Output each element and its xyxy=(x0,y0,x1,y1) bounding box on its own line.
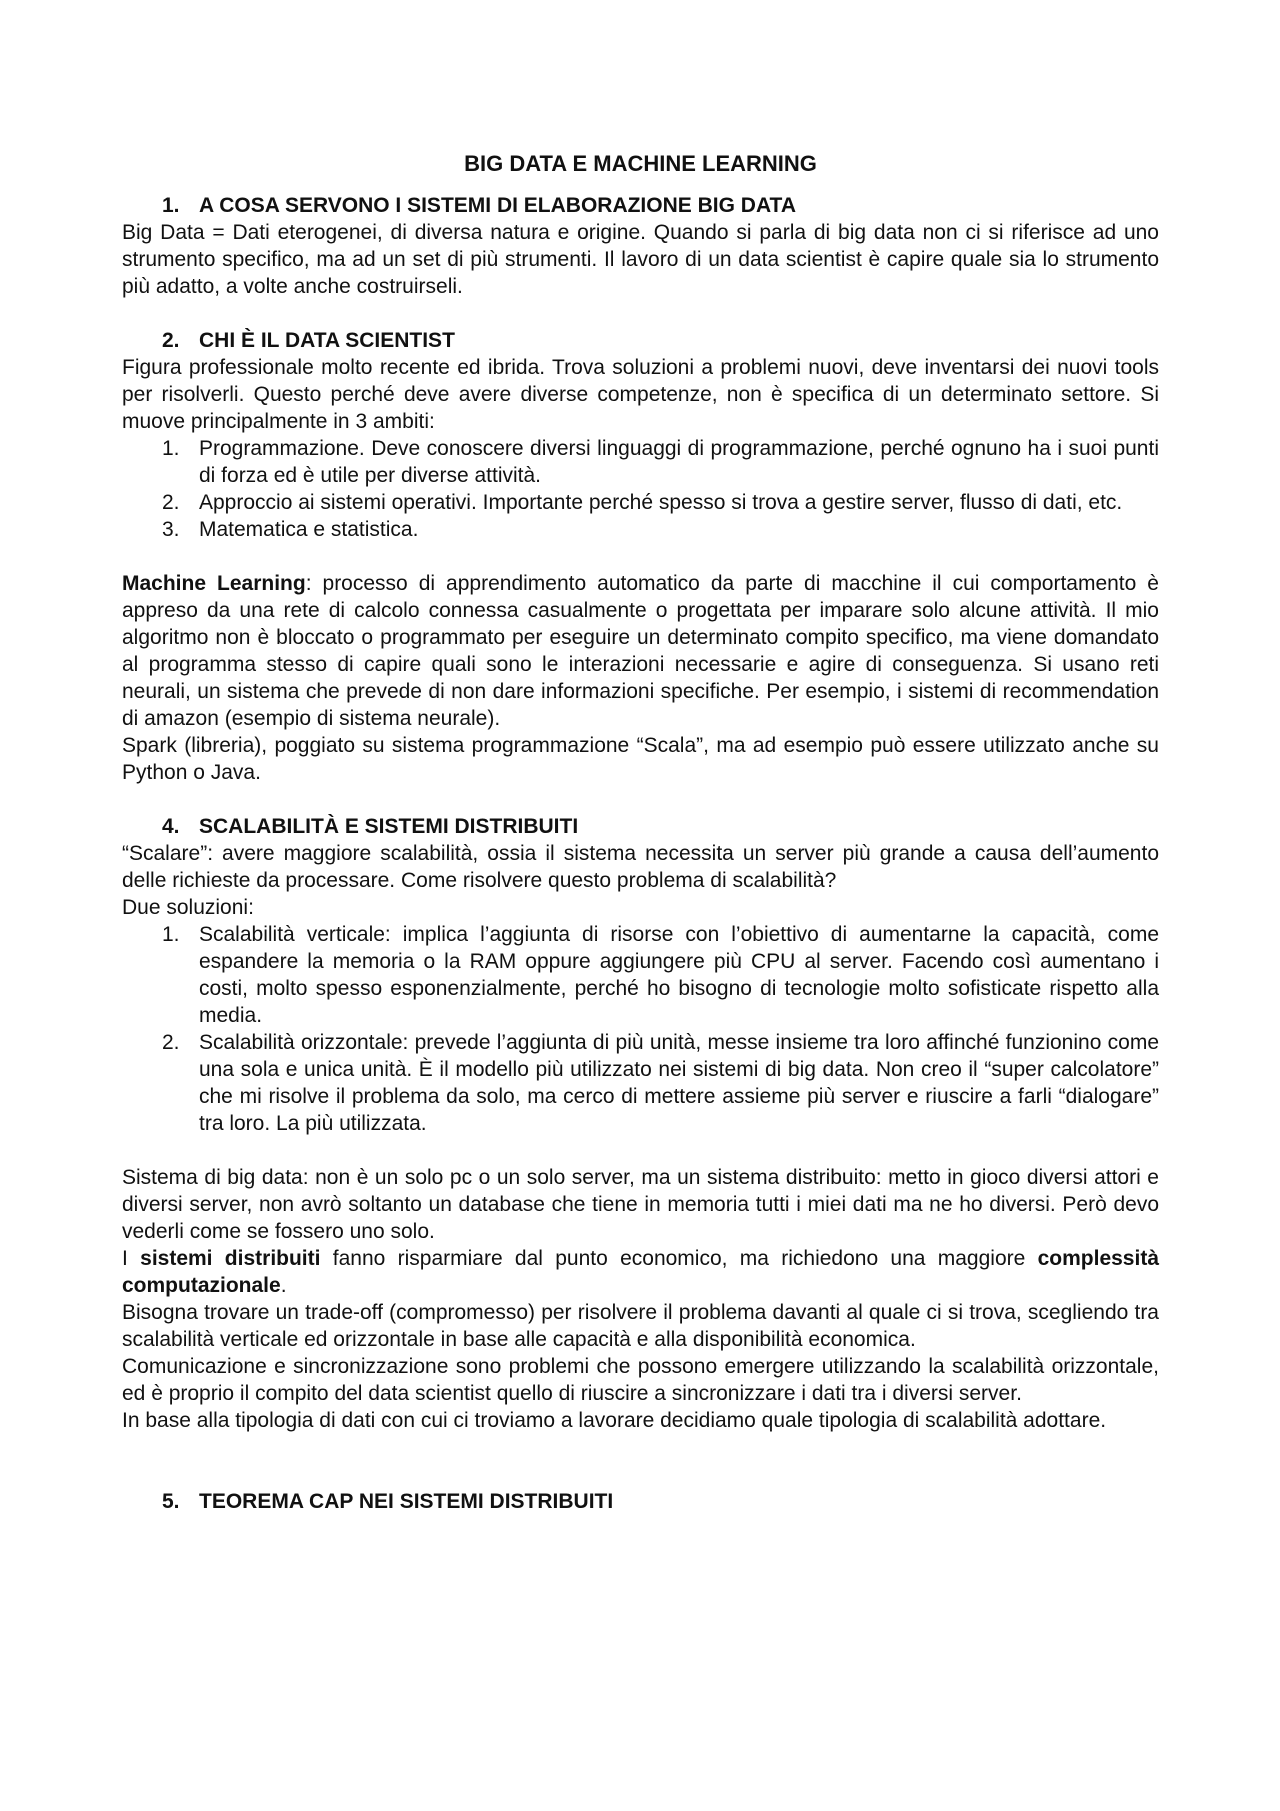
machine-learning-paragraph xyxy=(122,570,1159,732)
list-item xyxy=(122,435,1159,489)
section-4-solutions-label: Due soluzioni: xyxy=(122,896,254,919)
section-2-list xyxy=(122,435,1159,543)
list-item-number: 3. xyxy=(162,518,180,541)
list-item-text: Matematica e statistica. xyxy=(199,518,419,541)
list-item-number: 1. xyxy=(162,923,180,946)
scalability-choice-paragraph: In base alla tipologia di dati con cui ci troviamo a lavorare decidiamo quale tipologia di scalabilità adottare. xyxy=(122,1409,1107,1432)
communication-paragraph: Comunicazione e sincronizzazione sono problemi che possono emergere utilizzando la scalabilità orizzontale, ed è proprio il compito del data scientist quello di riuscire a sincronizzare i dati tra i diversi server. xyxy=(122,1355,1159,1405)
section-5-number: 5. xyxy=(162,1490,180,1513)
section-5-heading xyxy=(122,1488,1159,1515)
list-item-text: Scalabilità verticale: implica l’aggiunta di risorse con l’obiettivo di aumentarne la capacità, come espandere la memoria o la RAM oppure aggiungere più CPU al server. Facendo così aumentano i costi, molto spesso esponenzialmente, perché ho bisogno di tecnologie molto sofisticate rispetto alla media. xyxy=(199,923,1159,1027)
list-item xyxy=(122,489,1159,516)
machine-learning-definition: : processo di apprendimento automatico da parte di macchine il cui comportamento è appreso da una rete di calcolo connessa casualmente o progettata per imparare solo alcune attività. Il mio algoritmo non è bloccato o programmato per eseguire un determinato compito specifico, ma viene domandato al programma stesso di capire quali sono le interazioni necessarie e agire di conseguenza. Si usano reti neurali, un sistema che prevede di non dare informazioni specifiche. Per esempio, i sistemi di recommendation di amazon (esempio di sistema neurale). xyxy=(122,572,1159,730)
distributed-prefix: I xyxy=(122,1247,141,1270)
section-5-title: TEOREMA CAP NEI SISTEMI DISTRIBUITI xyxy=(199,1490,614,1513)
section-1-heading xyxy=(122,192,1159,219)
section-2-heading xyxy=(122,327,1159,354)
section-4-list xyxy=(122,921,1159,1137)
section-4-number: 4. xyxy=(162,815,180,838)
list-item xyxy=(122,516,1159,543)
spark-paragraph: Spark (libreria), poggiato su sistema programmazione “Scala”, ma ad esempio può essere utilizzato anche su Python o Java. xyxy=(122,734,1159,784)
section-1-number: 1. xyxy=(162,194,180,217)
machine-learning-term: Machine Learning xyxy=(122,572,306,595)
tradeoff-paragraph: Bisogna trovare un trade-off (compromesso) per risolvere il problema davanti al quale ci si trova, scegliendo tra scalabilità verticale ed orizzontale in base alle capacità e alla disponibilità economica. xyxy=(122,1301,1159,1351)
list-item-text: Programmazione. Deve conoscere diversi linguaggi di programmazione, perché ognuno ha i suoi punti di forza ed è utile per diverse attività. xyxy=(199,437,1159,487)
section-1-body: Big Data = Dati eterogenei, di diversa natura e origine. Quando si parla di big data non ci si riferisce ad uno strumento specifico, ma ad un set di più strumenti. Il lavoro di un data scientist è capire quale sia lo strumento più adatto, a volte anche costruirseli. xyxy=(122,221,1159,298)
big-data-system-paragraph: Sistema di big data: non è un solo pc o un solo server, ma un sistema distribuito: metto in gioco diversi attori e diversi server, non avrò soltanto un database che tiene in memoria tutti i miei dati ma ne ho diversi. Però devo vederli come se fossero uno solo. xyxy=(122,1166,1159,1243)
list-item-text: Scalabilità orizzontale: prevede l’aggiunta di più unità, messe insieme tra loro affinché funzionino come una sola e unica unità. È il modello più utilizzato nei sistemi di big data. Non creo il “super calcolatore” che mi risolve il problema da solo, ma cerco di mettere assieme più server e riuscire a farli “dialogare” tra loro. La più utilizzata. xyxy=(199,1031,1159,1135)
list-item-text: Approccio ai sistemi operativi. Importante perché spesso si trova a gestire server, flusso di dati, etc. xyxy=(199,491,1123,514)
distributed-middle: fanno risparmiare dal punto economico, ma richiedono una maggiore xyxy=(320,1247,1038,1270)
computational-complexity-term: complessità computazionale xyxy=(122,1247,1159,1297)
distributed-suffix: . xyxy=(280,1274,287,1297)
list-item-number: 2. xyxy=(162,491,180,514)
section-1-title: A COSA SERVONO I SISTEMI DI ELABORAZIONE BIG DATA xyxy=(199,194,796,217)
section-4-intro: “Scalare”: avere maggiore scalabilità, ossia il sistema necessita un server più grande a causa dell’aumento delle richieste da processare. Come risolvere questo problema di scalabilità? xyxy=(122,842,1159,892)
section-4-title: SCALABILITÀ E SISTEMI DISTRIBUITI xyxy=(199,815,579,838)
section-4-heading xyxy=(122,813,1159,840)
list-item-number: 1. xyxy=(162,437,180,460)
document-title: BIG DATA E MACHINE LEARNING xyxy=(464,151,817,176)
section-2-title: CHI È IL DATA SCIENTIST xyxy=(199,329,455,352)
distributed-systems-term: sistemi distribuiti xyxy=(140,1247,321,1270)
section-2-body: Figura professionale molto recente ed ibrida. Trova soluzioni a problemi nuovi, deve inventarsi dei nuovi tools per risolverli. Questo perché deve avere diverse competenze, non è specifica di un determinato settore. Si muove principalmente in 3 ambiti: xyxy=(122,356,1159,433)
list-item xyxy=(122,921,1159,1029)
distributed-systems-paragraph xyxy=(122,1245,1159,1299)
list-item-number: 2. xyxy=(162,1031,180,1054)
list-item xyxy=(122,1029,1159,1137)
section-2-number: 2. xyxy=(162,329,180,352)
document-page xyxy=(122,150,1159,1515)
